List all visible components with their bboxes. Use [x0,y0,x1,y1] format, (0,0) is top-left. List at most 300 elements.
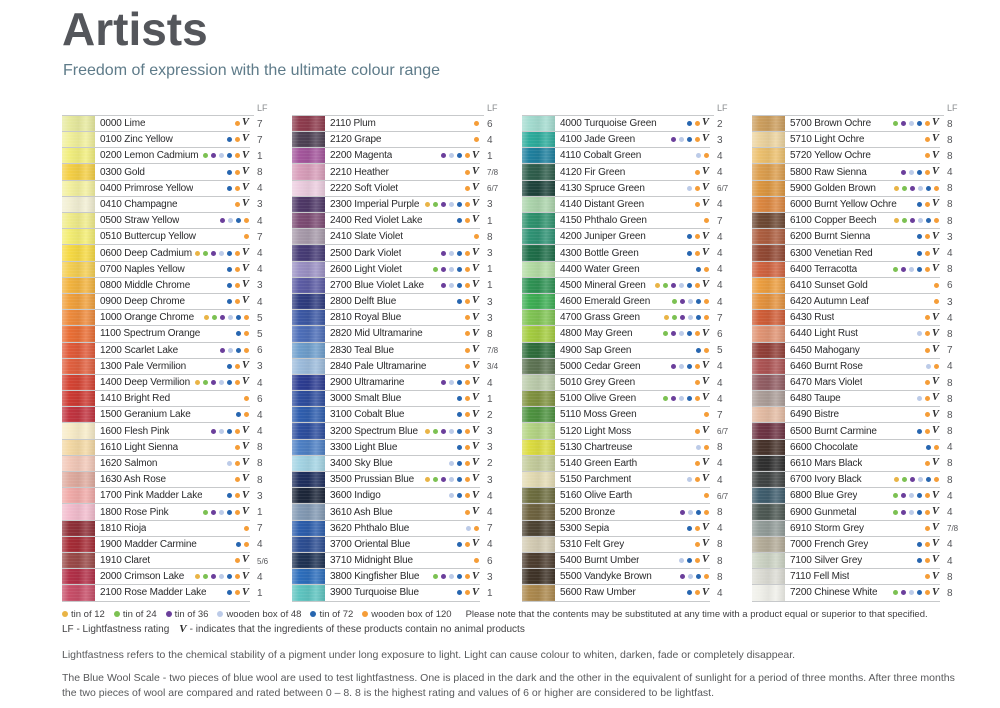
colour-row-band [522,294,710,310]
lf-rating: 4 [717,248,723,259]
colour-row-content [325,507,480,518]
lf-rating: 4 [717,264,723,276]
set-dot-72 [457,477,462,482]
set-dot-120 [235,186,240,191]
set-dot-48 [219,380,224,385]
set-dot-24 [212,315,217,320]
colour-code-name: 5000 Cedar Green [560,360,641,372]
set-dot-120 [704,315,709,320]
legend-item-12 [62,609,105,620]
set-dot-72 [227,267,232,272]
set-dots-group [922,151,940,162]
colour-row-band [522,569,710,585]
colour-row-band [62,359,250,375]
colour-code-name: 6000 Burnt Yellow Ochre [790,198,897,210]
vegan-v-mark: V [701,117,709,129]
colour-row-content [95,328,250,339]
colour-code-name: 1500 Geranium Lake [100,409,191,421]
colour-row [62,553,278,569]
colour-swatch [292,213,325,228]
colour-swatch [752,585,785,600]
set-dots-group [241,234,250,239]
colour-row-content [95,442,250,453]
colour-row [62,391,278,407]
colour-row [62,164,278,180]
set-dot-120 [465,315,470,320]
colour-row-content [95,231,250,242]
set-dot-120 [934,283,939,288]
lf-rating: 4 [947,248,953,259]
set-dots-group [652,280,710,291]
set-dot-24 [893,267,898,272]
set-dot-48 [688,299,693,304]
set-dot-120 [925,153,930,158]
set-dot-36 [441,251,446,256]
colour-row-content [95,215,250,226]
set-dots-group [463,526,480,531]
set-dot-120 [925,331,930,336]
colour-row-band [752,407,940,423]
set-dot-48 [679,396,684,401]
set-dot-72 [457,542,462,547]
colour-row [522,375,738,391]
set-dots-group [668,361,710,372]
lf-rating: 8 [257,442,263,454]
set-dots-group [224,183,250,194]
lf-rating: 1 [487,150,493,162]
colour-code-name: 6430 Rust [790,312,835,324]
colour-row [62,181,278,197]
set-dot-48 [918,218,923,223]
colour-code-name: 2820 Mid Ultramarine [330,328,423,340]
colour-code-name: 0000 Lime [100,118,146,129]
colour-row-band [62,278,250,294]
colour-row-band [752,213,940,229]
colour-row-band [292,326,480,342]
set-dot-72 [227,429,232,434]
colour-row [62,132,278,148]
set-dot-120 [465,283,470,288]
colour-row-band [62,197,250,213]
vegan-v-mark: V [701,376,709,388]
set-dot-120 [695,542,700,547]
lf-rating: 1 [257,507,263,518]
colour-row-content [785,442,940,453]
set-dots-group [233,331,250,336]
colour-code-name: 6700 Ivory Black [790,474,862,486]
set-dot-72 [917,429,922,434]
set-dots-group [201,315,250,320]
colour-row [752,585,968,601]
colour-row-band [522,375,710,391]
set-dot-12 [425,202,430,207]
colour-row [752,423,968,439]
lf-rating: 8 [947,264,953,276]
set-dot-120 [704,445,709,450]
lf-rating: 8 [947,134,953,146]
lf-rating: 6 [487,118,493,130]
lf-rating: 7/8 [947,524,959,534]
colour-row-band [292,197,480,213]
colour-code-name: 5100 Olive Green [560,393,636,405]
set-dot-120 [934,299,939,304]
set-dot-120 [695,461,700,466]
set-dots-group [224,264,250,275]
vegan-v-mark: V [471,538,479,550]
colour-row-content [785,523,940,534]
colour-row [292,440,508,456]
set-dot-48 [449,429,454,434]
colour-row [522,116,738,132]
set-dot-120 [235,299,240,304]
colour-row-band [62,504,250,520]
colour-code-name: 0900 Deep Chrome [100,296,185,308]
set-dot-72 [457,445,462,450]
colour-row-band [62,213,250,229]
set-dots-group [471,234,480,239]
set-dot-72 [457,380,462,385]
colour-code-name: 6460 Burnt Rose [790,360,863,372]
colour-code-name: 2800 Delft Blue [330,296,397,308]
set-dot-120 [235,364,240,369]
colour-swatch [62,326,95,341]
colour-swatch [62,132,95,147]
colour-row-band [522,423,710,439]
lf-rating: 3 [257,490,263,502]
colour-row [522,504,738,520]
set-dots-group [914,539,940,550]
colour-row-content [325,280,480,291]
page-subtitle: Freedom of expression with the ultimate colour range [63,61,441,79]
set-dot-120 [925,558,930,563]
set-dots-group [922,458,940,469]
lf-rating: 4 [257,571,263,583]
vegan-v-mark: V [241,133,249,145]
set-dot-48 [688,574,693,579]
set-dot-36 [901,267,906,272]
colour-row-content [325,199,480,210]
set-dots-group [891,477,940,482]
colour-row [522,197,738,213]
colour-row-band [522,278,710,294]
set-dot-120 [704,348,709,353]
colour-row-content [95,555,250,566]
colour-row-band [522,359,710,375]
colour-code-name: 1700 Pink Madder Lake [100,490,203,502]
colour-row-band [522,164,710,180]
set-dot-72 [236,542,241,547]
set-dot-72 [457,283,462,288]
set-dot-120 [465,218,470,223]
set-dots-group [438,280,480,291]
colour-swatch [522,278,555,293]
set-dots-group [224,296,250,307]
set-dot-120 [925,526,930,531]
set-dot-72 [457,202,462,207]
set-dot-120 [465,251,470,256]
set-dot-48 [679,283,684,288]
set-dots-group [677,574,710,579]
colour-row [522,569,738,585]
colour-row-content [785,474,940,485]
colour-swatch [292,132,325,147]
set-dot-36 [910,218,915,223]
blue-wool-scale-paragraph: The Blue Wool Scale - two pieces of blue wool are used to test lightfastness. One is placed in the dark and the other in the equivalent of sunlight for a period of three months. After three months the two pieces of wool are compared and rated between 0 – 8. 8 is the highest rating and values of 6 or higher are considered to be lightfast. [62,672,955,699]
colour-swatch [292,148,325,163]
set-dot-24 [902,186,907,191]
colour-row-content [785,345,940,356]
colour-row [752,310,968,326]
set-dot-24 [902,477,907,482]
column-header-row [522,101,738,116]
set-dot-120 [244,412,249,417]
set-dot-48 [449,461,454,466]
set-dot-120 [704,510,709,515]
vegan-v-mark: V [471,295,479,307]
colour-row-band [522,326,710,342]
set-dots-group [422,474,480,485]
lf-rating: 4 [487,539,493,551]
vegan-v-mark: V [931,149,939,161]
set-dot-48 [449,251,454,256]
colour-row-content [555,555,710,566]
colour-row-band [522,343,710,359]
set-dot-120 [925,121,930,126]
lf-rating: 4 [717,458,723,470]
colour-row-band [62,132,250,148]
lf-rating: 1 [487,280,493,292]
vegan-v-mark: V [931,343,939,355]
vegan-v-mark: V [931,392,939,404]
vegan-v-mark: V [931,424,939,436]
colour-row-band [752,585,940,601]
set-dot-36 [441,477,446,482]
set-dots-group [890,491,940,502]
set-dots-group [923,364,940,369]
colour-code-name: 3610 Ash Blue [330,506,393,518]
colour-swatch [752,440,785,455]
colour-row [292,488,508,504]
colour-row [522,488,738,504]
colour-code-name: 0400 Primrose Yellow [100,182,194,194]
vegan-v-mark: V [471,182,479,193]
colour-row-content [95,312,250,323]
colour-row-band [292,407,480,423]
colour-row-content [555,393,710,404]
vegan-v-mark: V [701,457,709,469]
colour-row [292,310,508,326]
set-dots-group [430,264,480,275]
set-dot-72 [926,218,931,223]
colour-row-band [292,521,480,537]
vegan-v-mark: V [241,295,249,307]
set-dot-12 [894,477,899,482]
lf-rating: 7 [487,523,493,535]
set-dot-120 [235,574,240,579]
colour-row-content [95,539,250,550]
set-dot-48 [219,251,224,256]
colour-row [62,116,278,132]
colour-row [292,229,508,245]
colour-swatch [522,181,555,196]
colour-row [522,278,738,294]
lf-rating: 1 [257,587,263,599]
colour-row-content [325,377,480,388]
colour-row-content [95,490,250,501]
set-dot-72 [926,186,931,191]
colour-swatch [752,391,785,406]
set-dots-group [684,232,710,243]
set-dot-36 [910,477,915,482]
colour-row-band [522,488,710,504]
colour-row-content [325,296,480,307]
set-dots-group [446,491,480,502]
lf-rating: 8 [717,571,723,583]
colour-row [292,456,508,472]
lf-rating: 4 [947,167,953,179]
colour-code-name: 3400 Sky Blue [330,457,393,469]
vegan-v-mark: V [471,392,479,404]
lf-rating: 4 [717,377,723,389]
set-dot-120 [925,170,930,175]
colour-code-name: 6490 Bistre [790,409,839,421]
vegan-v-mark: V [471,165,479,177]
set-dots-group [233,412,250,417]
colour-code-name: 1000 Orange Chrome [100,312,195,324]
set-dot-120 [695,558,700,563]
set-dot-48 [688,510,693,515]
set-dot-72 [917,267,922,272]
colour-swatch [522,391,555,406]
set-dot-36 [211,251,216,256]
colour-row-band [62,488,250,504]
set-dot-120 [704,412,709,417]
lf-rating: 8 [257,167,263,179]
vegan-v-mark: V [471,262,479,274]
colour-code-name: 4200 Juniper Green [560,231,646,243]
colour-row-content [555,507,710,518]
colour-row-content [325,312,480,323]
set-dots-group [430,572,480,583]
legend-label: tin of 24 [122,608,157,620]
set-dot-120 [925,429,930,434]
colour-swatch [62,504,95,519]
legend-item-24 [114,609,157,620]
colour-row-content [785,231,940,242]
vegan-v-mark: V [701,327,709,339]
colour-code-name: 1610 Light Sienna [100,441,179,453]
set-dot-120 [925,396,930,401]
lf-rating: 4 [947,442,953,454]
colour-row [752,148,968,164]
footer-paragraphs [62,648,968,701]
colour-swatch [752,537,785,552]
colour-row [522,132,738,148]
colour-code-name: 5120 Light Moss [560,425,632,437]
colour-row-content [95,458,250,469]
colour-row [62,456,278,472]
colour-code-name: 1620 Salmon [100,457,158,469]
colour-row-band [522,213,710,229]
colour-row-content [325,587,480,598]
colour-swatch [292,440,325,455]
set-dot-36 [901,493,906,498]
legend-label: tin of 36 [174,608,209,620]
colour-row-band [752,343,940,359]
set-dot-72 [696,267,701,272]
vegan-v-mark: V [471,473,479,485]
colour-code-name: 6900 Gunmetal [790,506,857,518]
colour-swatch [752,278,785,293]
colour-row-band [62,262,250,278]
colour-row-content [325,523,480,534]
colour-row-band [62,472,250,488]
lf-rating: 6 [947,280,953,292]
colour-row [752,164,968,180]
colour-row-band [752,537,940,553]
set-dot-72 [227,574,232,579]
set-dot-48 [917,331,922,336]
colour-row-band [522,262,710,278]
colour-swatch [292,326,325,341]
lf-rating: 5/6 [257,556,269,566]
legend-label: wooden box of 120 [371,608,452,620]
colour-code-name: 3620 Phthalo Blue [330,522,410,534]
lf-rating: 8 [717,507,723,518]
set-dot-120 [474,526,479,531]
colour-row [752,375,968,391]
colour-code-name: 2600 Light Violet [330,263,402,275]
set-dot-72 [227,590,232,595]
colour-row-band [292,343,480,359]
vegan-v-mark: V [471,408,479,420]
vegan-v-mark: V [241,262,249,274]
set-dots-group [669,299,710,304]
colour-code-name: 4120 Fir Green [560,166,626,178]
set-dot-120 [465,396,470,401]
set-dot-120 [925,251,930,256]
colour-row-band [292,262,480,278]
vegan-v-mark: V [471,311,479,323]
colour-row [752,181,968,197]
legend-dot-12 [62,611,68,617]
set-dots-group [200,151,250,162]
vegan-v-mark: V [241,586,249,598]
colour-swatch [62,472,95,487]
vegan-v-mark: V [931,554,939,566]
colour-row [62,229,278,245]
lf-rating: 8 [947,328,953,340]
set-dot-120 [695,526,700,531]
vegan-v-mark: V [931,133,939,145]
set-dot-72 [696,299,701,304]
set-dot-12 [195,380,200,385]
colour-row-band [752,423,940,439]
colour-code-name: 5900 Golden Brown [790,182,876,194]
colour-row-content [555,361,710,372]
colour-row [522,229,738,245]
colour-row-content [555,426,710,437]
lf-rating: 3 [487,296,493,308]
vegan-v-mark: V [471,376,479,388]
set-dot-48 [917,396,922,401]
lf-rating: 4 [257,377,263,389]
vegan-v-mark: V [241,182,249,193]
set-dot-120 [695,396,700,401]
colour-row [752,278,968,294]
set-dot-24 [433,477,438,482]
vegan-v-mark: V [701,165,709,177]
